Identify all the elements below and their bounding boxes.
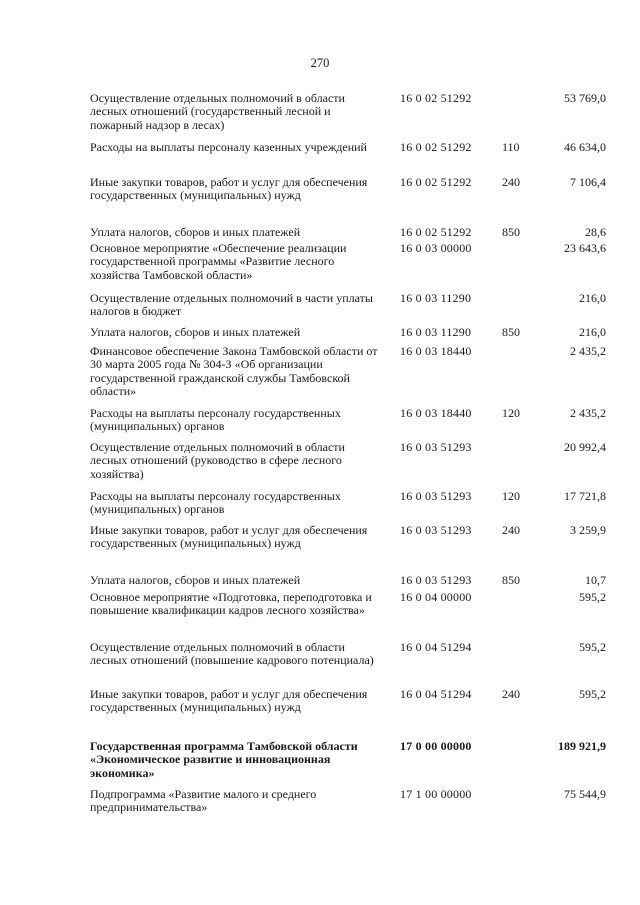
row-amount: 7 106,4: [570, 175, 606, 189]
row-code: 17 0 00 00000: [400, 739, 472, 753]
row-code: 16 0 04 51294: [400, 640, 472, 654]
row-amount: 28,6: [585, 225, 606, 239]
row-name: Иные закупки товаров, работ и услуг для обеспечения государственных (муниципальных) нужд: [90, 523, 368, 551]
row-amount: 2 435,2: [570, 344, 606, 358]
row-name: Государственная программа Тамбовской области «Экономическое развитие и инновационная экономика»: [90, 739, 358, 780]
row-amount: 46 634,0: [564, 140, 606, 154]
row-name: Основное мероприятие «Обеспечение реализации государственной программы «Развитие лесного хозяйства Тамбовской области»: [90, 241, 347, 282]
row-name: Расходы на выплаты персоналу государственных (муниципальных) органов: [90, 489, 341, 517]
page-number: 270: [310, 56, 330, 70]
row-amount: 595,2: [579, 687, 606, 701]
row-name: Расходы на выплаты персоналу государственных (муниципальных) органов: [90, 406, 341, 434]
row-name: Осуществление отдельных полномочий в части уплаты налогов в бюджет: [90, 291, 373, 319]
row-code: 16 0 02 51292: [400, 225, 472, 239]
row-amount: 216,0: [579, 291, 606, 305]
row-code: 16 0 03 11290: [400, 291, 472, 305]
row-amount: 595,2: [579, 590, 606, 604]
row-name: Осуществление отдельных полномочий в области лесных отношений (повышение кадрового потенциала): [90, 640, 374, 668]
row-name: Иные закупки товаров, работ и услуг для обеспечения государственных (муниципальных) нужд: [90, 687, 368, 715]
row-expense-type: 850: [502, 225, 520, 239]
row-name: Уплата налогов, сборов и иных платежей: [90, 325, 301, 339]
row-code: 16 0 03 18440: [400, 406, 472, 420]
row-expense-type: 240: [502, 523, 520, 537]
row-code: 16 0 03 51293: [400, 523, 472, 537]
row-code: 16 0 02 51292: [400, 91, 472, 105]
row-code: 16 0 03 51293: [400, 489, 472, 503]
row-code: 16 0 03 00000: [400, 241, 472, 255]
row-amount: 53 769,0: [564, 91, 606, 105]
row-expense-type: 240: [502, 175, 520, 189]
row-code: 16 0 03 51293: [400, 440, 472, 454]
row-amount: 3 259,9: [570, 523, 606, 537]
row-name: Иные закупки товаров, работ и услуг для обеспечения государственных (муниципальных) нужд: [90, 175, 368, 203]
row-amount: 10,7: [585, 573, 606, 587]
row-amount: 216,0: [579, 325, 606, 339]
row-expense-type: 110: [502, 140, 520, 154]
row-code: 17 1 00 00000: [400, 787, 472, 801]
row-amount: 23 643,6: [564, 241, 606, 255]
row-code: 16 0 03 51293: [400, 573, 472, 587]
row-name: Осуществление отдельных полномочий в области лесных отношений (государственный лесной и пожарный надзор в лесах): [90, 91, 345, 132]
row-code: 16 0 02 51292: [400, 175, 472, 189]
row-amount: 595,2: [579, 640, 606, 654]
row-amount: 2 435,2: [570, 406, 606, 420]
row-code: 16 0 03 18440: [400, 344, 472, 358]
row-name: Расходы на выплаты персоналу казенных учреждений: [90, 140, 367, 154]
row-code: 16 0 03 11290: [400, 325, 472, 339]
row-expense-type: 120: [502, 489, 520, 503]
row-amount: 189 921,9: [558, 739, 606, 753]
row-expense-type: 850: [502, 325, 520, 339]
row-code: 16 0 04 00000: [400, 590, 472, 604]
row-expense-type: 240: [502, 687, 520, 701]
row-amount: 20 992,4: [564, 440, 606, 454]
row-name: Подпрограмма «Развитие малого и среднего предпринимательства»: [90, 787, 317, 815]
row-amount: 17 721,8: [564, 489, 606, 503]
row-expense-type: 850: [502, 573, 520, 587]
row-code: 16 0 04 51294: [400, 687, 472, 701]
row-name: Осуществление отдельных полномочий в области лесных отношений (руководство в сфере лесного хозяйства): [90, 440, 345, 481]
row-name: Финансовое обеспечение Закона Тамбовской области от 30 марта 2005 года № 304-З «Об организации государственной гражданской службы Тамбовской области»: [90, 344, 378, 399]
row-name: Уплата налогов, сборов и иных платежей: [90, 225, 301, 239]
row-code: 16 0 02 51292: [400, 140, 472, 154]
row-name: Уплата налогов, сборов и иных платежей: [90, 573, 301, 587]
row-expense-type: 120: [502, 406, 520, 420]
row-name: Основное мероприятие «Подготовка, переподготовка и повышение квалификации кадров лесного хозяйства»: [90, 590, 372, 618]
row-amount: 75 544,9: [564, 787, 606, 801]
